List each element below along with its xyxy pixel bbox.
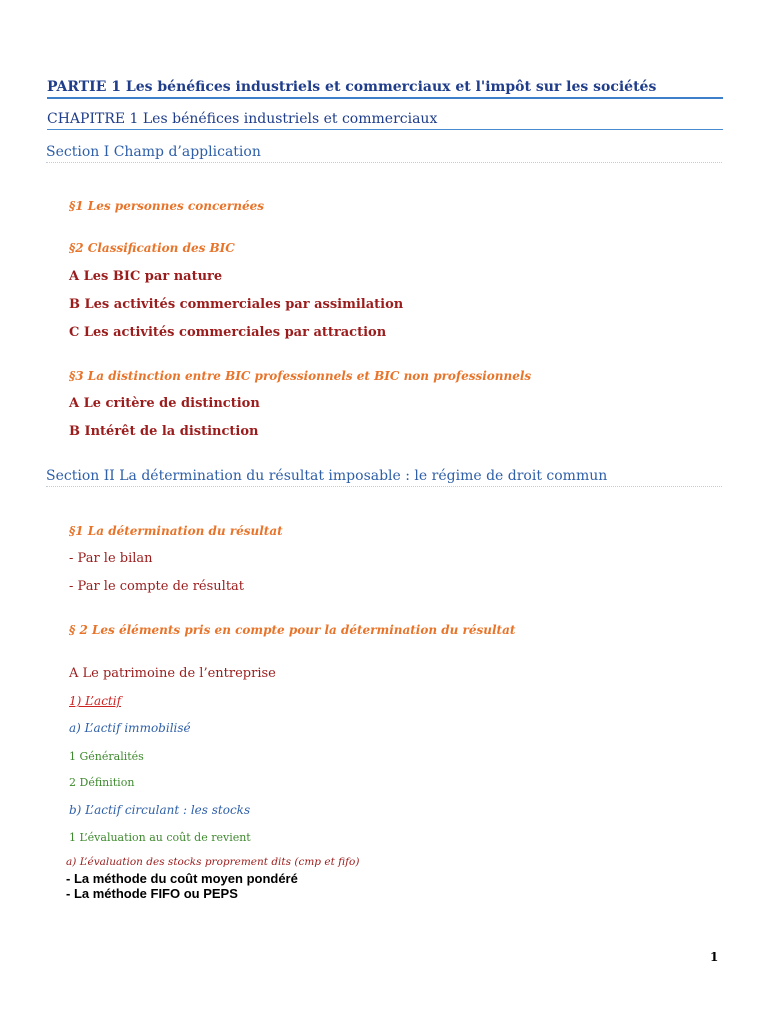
- section-2-underline: [46, 486, 722, 487]
- method-item: - La méthode FIFO ou PEPS: [66, 886, 238, 901]
- list-item: B Intérêt de la distinction: [69, 424, 259, 439]
- list-item: A Les BIC par nature: [69, 269, 223, 284]
- list-item: 1 Généralités: [69, 750, 144, 763]
- list-item: B Les activités commerciales par assimilation: [69, 297, 404, 312]
- section-2-heading: Section II La détermination du résultat imposable : le régime de droit commun: [46, 468, 608, 484]
- page-number: 1: [710, 950, 719, 964]
- actif-circulant-heading: b) L’actif circulant : les stocks: [69, 803, 251, 817]
- section-1-heading: Section I Champ d’application: [46, 144, 261, 160]
- actif-heading: 1) L’actif: [69, 694, 122, 708]
- chapitre-underline: [47, 129, 723, 130]
- method-item: - La méthode du coût moyen pondéré: [66, 871, 298, 886]
- paragraph-2-heading: §2 Classification des BIC: [69, 241, 235, 255]
- list-item: - Par le bilan: [69, 551, 153, 566]
- section-2-paragraph-1-heading: §1 La détermination du résultat: [69, 524, 283, 538]
- partie-heading: PARTIE 1 Les bénéfices industriels et commerciaux et l'impôt sur les sociétés: [47, 79, 657, 95]
- section-1-underline: [46, 162, 722, 163]
- partie-underline: [47, 97, 723, 99]
- paragraph-1-heading: §1 Les personnes concernées: [69, 199, 264, 213]
- section-2-paragraph-2-heading: § 2 Les éléments pris en compte pour la détermination du résultat: [69, 623, 516, 637]
- actif-immobilise-heading: a) L’actif immobilisé: [69, 721, 191, 735]
- patrimoine-heading: A Le patrimoine de l’entreprise: [69, 666, 276, 681]
- stocks-evaluation-heading: a) L’évaluation des stocks proprement dits (cmp et fifo): [66, 856, 360, 868]
- list-item: 1 L’évaluation au coût de revient: [69, 831, 251, 844]
- list-item: C Les activités commerciales par attraction: [69, 325, 387, 340]
- chapitre-heading: CHAPITRE 1 Les bénéfices industriels et commerciaux: [47, 111, 438, 127]
- list-item: A Le critère de distinction: [69, 396, 260, 411]
- list-item: 2 Définition: [69, 776, 135, 789]
- paragraph-3-heading: §3 La distinction entre BIC professionnels et BIC non professionnels: [69, 369, 532, 383]
- list-item: - Par le compte de résultat: [69, 579, 245, 594]
